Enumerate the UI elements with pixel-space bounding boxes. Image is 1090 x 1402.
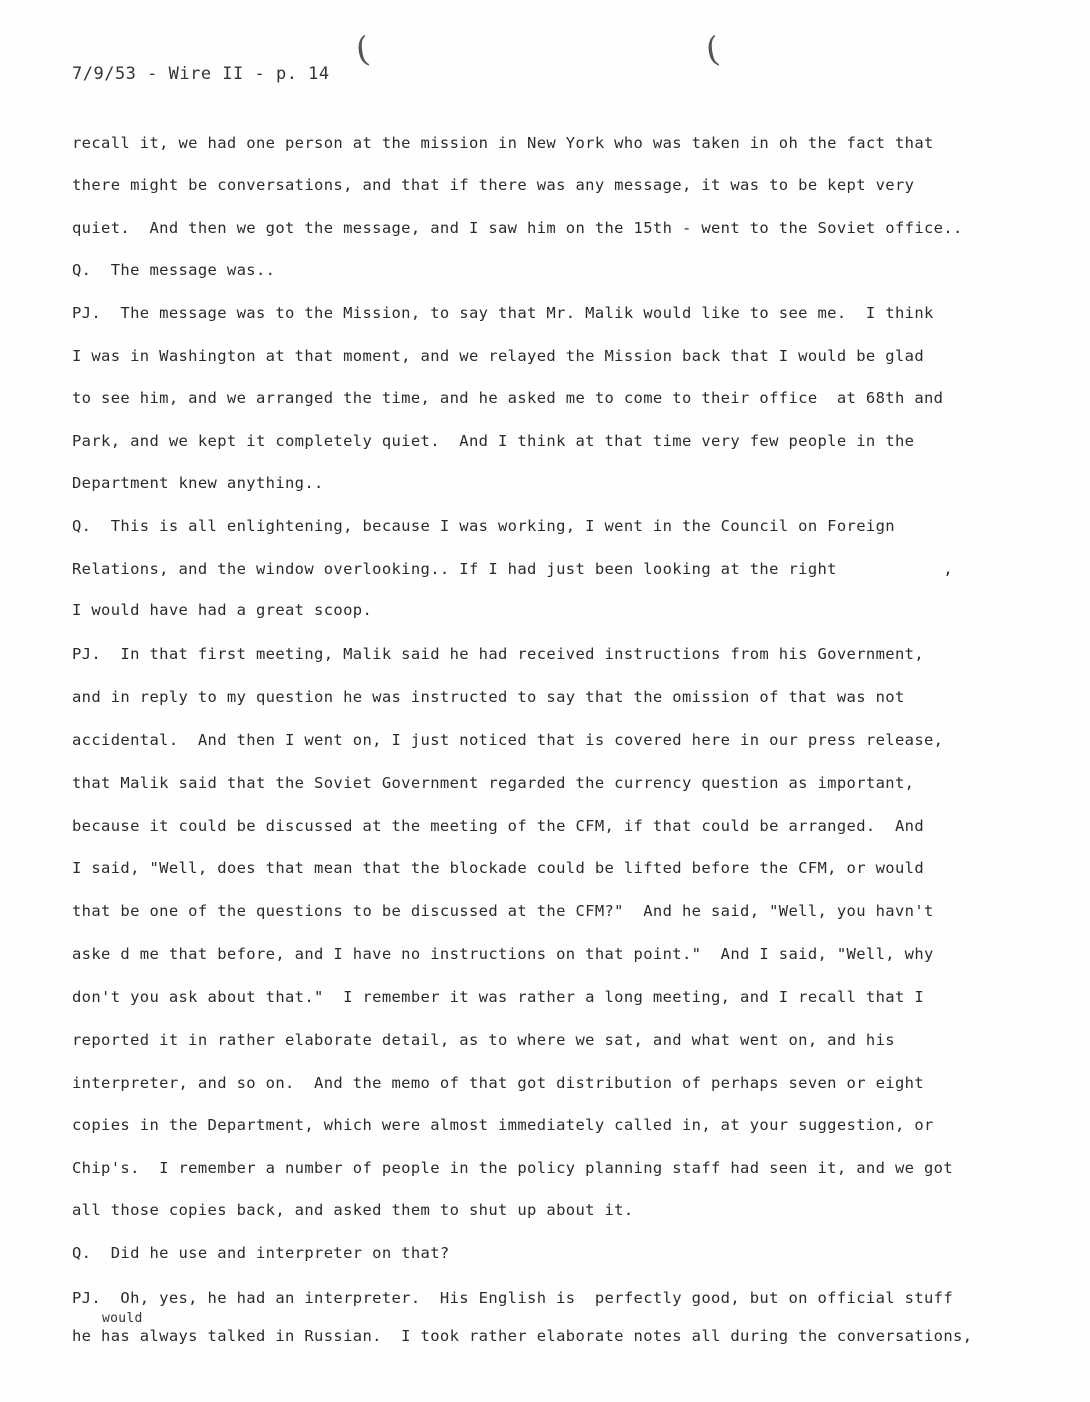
text-line-27: Q. Did he use and interpreter on that? [72,1244,450,1262]
handwritten-insert: would [102,1311,143,1326]
text-line-23: interpreter, and so on. And the memo of that got distribution of perhaps seven or eight [72,1074,924,1092]
text-line-5: PJ. The message was to the Mission, to say that Mr. Malik would like to see me. I think [72,304,934,322]
text-line-28: PJ. Oh, yes, he had an interpreter. His English is perfectly good, but on official stuff [72,1289,954,1307]
text-line-6: I was in Washington at that moment, and we relayed the Mission back that I would be glad [72,347,924,365]
text-line-20: aske d me that before, and I have no instructions on that point." And I said, "Well, why [72,945,934,963]
text-line-11: Relations, and the window overlooking.. If I had just been looking at the right , [72,560,954,578]
text-line-2: there might be conversations, and that if there was any message, it was to be kept very [72,176,915,194]
text-line-24: copies in the Department, which were almost immediately called in, at your suggestion, or [72,1116,934,1134]
text-line-7: to see him, and we arranged the time, and he asked me to come to their office at 68th and [72,389,944,407]
page-header: 7/9/53 - Wire II - p. 14 [72,64,330,84]
text-line-14: and in reply to my question he was instructed to say that the omission of that was not [72,688,905,706]
text-line-15: accidental. And then I went on, I just noticed that is covered here in our press release, [72,731,944,749]
text-line-10: Q. This is all enlightening, because I was working, I went in the Council on Foreign [72,517,895,535]
text-line-8: Park, and we kept it completely quiet. And I think at that time very few people in the [72,432,915,450]
text-line-21: don't you ask about that." I remember it was rather a long meeting, and I recall that I [72,988,924,1006]
text-line-18: I said, "Well, does that mean that the blockade could be lifted before the CFM, or would [72,859,924,877]
text-line-17: because it could be discussed at the meeting of the CFM, if that could be arranged. And [72,817,924,835]
text-line-12: I would have had a great scoop. [72,601,373,619]
text-line-13: PJ. In that first meeting, Malik said he had received instructions from his Government, [72,645,924,663]
text-line-22: reported it in rather elaborate detail, as to where we sat, and what went on, and his [72,1031,895,1049]
text-line-26: all those copies back, and asked them to shut up about it. [72,1201,634,1219]
text-line-29: he has always talked in Russian. I took rather elaborate notes all during the conversations, [72,1327,973,1345]
punch-hole-mark-left: ( [353,29,372,71]
text-line-4: Q. The message was.. [72,261,276,279]
text-line-1: recall it, we had one person at the mission in New York who was taken in oh the fact that [72,134,934,152]
punch-hole-mark-right: ( [703,29,722,71]
text-line-3: quiet. And then we got the message, and I saw him on the 15th - went to the Soviet office.. [72,219,963,237]
text-line-16: that Malik said that the Soviet Government regarded the currency question as important, [72,774,915,792]
text-line-9: Department knew anything.. [72,474,324,492]
text-line-25: Chip's. I remember a number of people in the policy planning staff had seen it, and we got [72,1159,954,1177]
text-line-19: that be one of the questions to be discussed at the CFM?" And he said, "Well, you havn't [72,902,934,920]
